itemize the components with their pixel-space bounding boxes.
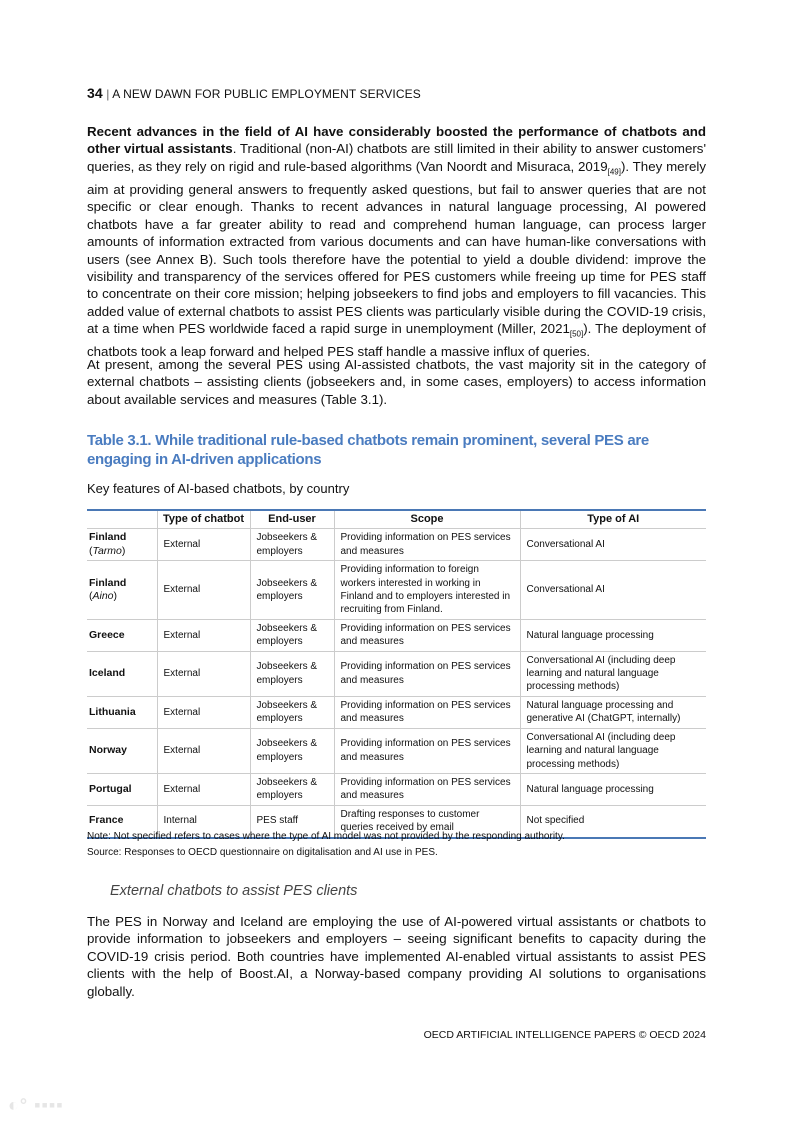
table-row bbox=[87, 561, 706, 620]
table-source: Source: Responses to OECD questionnaire on digitalisation and AI use in PES. bbox=[87, 847, 438, 858]
page-footer: OECD ARTIFICIAL INTELLIGENCE PAPERS © OECD 2024 bbox=[423, 1029, 706, 1041]
ai-type-cell: Not specified bbox=[520, 805, 706, 837]
scope-cell: Providing information on PES services and measures bbox=[334, 651, 520, 696]
reference[interactable]: [49] bbox=[607, 167, 621, 177]
type-cell: External bbox=[157, 773, 250, 805]
country-cell: Iceland bbox=[87, 651, 157, 696]
end-user-cell: PES staff bbox=[250, 805, 334, 837]
type-cell: Internal bbox=[157, 805, 250, 837]
text: ). They merely aim at providing general answers to frequently asked questions, but fail to answer queries that are not specific or clear enough. Thanks to recent advances in natural language processing, AI powered chatbots have a far greater ability to read and comprehend human language, can process larger amounts of information extracted from various documents and can have human-like conversations with users (see Annex B). Such tools therefore have the potential to yield a double dividend: improve the visibility and transparency of the services offered for PES customers while freeing up time for PES staff to concentrate on their core mission; helping jobseekers to find jobs and employers to fill vacancies. This added value of external chatbots to assist PES clients was particularly visible during the COVID-19 crisis, at a time when PES worldwide faced a rapid surge in unemployment (Miller, 2021 bbox=[87, 158, 706, 337]
table-row bbox=[87, 773, 706, 805]
table-notes bbox=[87, 829, 565, 861]
header-cell: End-user bbox=[250, 510, 334, 529]
table-row bbox=[87, 696, 706, 728]
ai-type-cell: Natural language processing bbox=[520, 619, 706, 651]
end-user-cell: Jobseekers & employers bbox=[250, 651, 334, 696]
header-cell bbox=[87, 510, 157, 529]
table-title: Table 3.1. While traditional rule-based chatbots remain prominent, several PES are engaging in AI-driven applications bbox=[87, 432, 649, 468]
end-user-cell: Jobseekers & employers bbox=[250, 529, 334, 561]
header-cell: Type of AI bbox=[520, 510, 706, 529]
type-cell: External bbox=[157, 728, 250, 773]
table-header-row bbox=[87, 510, 706, 529]
paragraph-2: At present, among the several PES using AI-assisted chatbots, the vast majority sit in the category of external chatbots – assisting clients (jobseekers and, in some cases, employers) to access information about available services and measures (Table 3.1). bbox=[87, 357, 706, 407]
type-cell: External bbox=[157, 561, 250, 620]
table-row bbox=[87, 619, 706, 651]
chatbot-alias: (Tarmo) bbox=[89, 544, 126, 557]
alias-name: Aino bbox=[92, 590, 114, 603]
type-cell: External bbox=[157, 651, 250, 696]
section-heading: External chatbots to assist PES clients bbox=[110, 883, 358, 899]
country-cell: Norway bbox=[87, 728, 157, 773]
ai-type-cell: Conversational AI bbox=[520, 561, 706, 620]
scope-cell: Providing information on PES services and measures bbox=[334, 529, 520, 561]
paragraph-1 bbox=[87, 123, 706, 361]
ai-type-cell: Conversational AI (including deep learning and natural language processing methods) bbox=[520, 728, 706, 773]
table-note: Note: Not specified refers to cases where the type of AI model was not provided by the responding authority. bbox=[87, 831, 565, 842]
header-cell: Type of chatbot bbox=[157, 510, 250, 529]
country-cell bbox=[87, 561, 157, 620]
ai-type-cell: Conversational AI (including deep learning and natural language processing methods) bbox=[520, 651, 706, 696]
country-cell: France bbox=[87, 805, 157, 837]
end-user-cell: Jobseekers & employers bbox=[250, 728, 334, 773]
type-cell: External bbox=[157, 529, 250, 561]
end-user-cell: Jobseekers & employers bbox=[250, 619, 334, 651]
running-title: A NEW DAWN FOR PUBLIC EMPLOYMENT SERVICES bbox=[112, 87, 421, 101]
text: . Traditional (non-AI) chatbots are still limited in their ability to answer customers' queries, as they rely on rigid and rule-based algorithms (Van Noordt and Misuraca, 2019 bbox=[87, 141, 706, 174]
scope-cell: Providing information on PES services and measures bbox=[334, 773, 520, 805]
country-cell: Lithuania bbox=[87, 696, 157, 728]
table-row bbox=[87, 651, 706, 696]
chatbot-table bbox=[87, 509, 706, 839]
chatbot-alias: (Aino) bbox=[89, 590, 118, 603]
scope-cell: Providing information on PES services and measures bbox=[334, 728, 520, 773]
type-cell: External bbox=[157, 696, 250, 728]
scope-cell: Providing information on PES services and measures bbox=[334, 696, 520, 728]
type-cell: External bbox=[157, 619, 250, 651]
country-cell bbox=[87, 529, 157, 561]
ai-type-cell: Natural language processing bbox=[520, 773, 706, 805]
running-header bbox=[87, 85, 421, 101]
bold-lead: Recent advances in the field of AI have considerably boosted the performance of chatbots and other virtual assistants bbox=[87, 124, 706, 157]
reference[interactable]: [50] bbox=[569, 329, 584, 339]
scope-cell: Providing information on PES services and measures bbox=[334, 619, 520, 651]
end-user-cell: Jobseekers & employers bbox=[250, 696, 334, 728]
text: ). The deployment of chatbots took a leap forward and helped PES staff handle a massive influx of queries. bbox=[87, 321, 706, 360]
watermark-logo: ◐° ▪▪▪▪ bbox=[8, 1095, 64, 1115]
table-subtitle: Key features of AI-based chatbots, by country bbox=[87, 481, 350, 496]
table-row bbox=[87, 529, 706, 561]
country-name: Finland bbox=[89, 576, 127, 589]
scope-cell: Drafting responses to customer queries received by email bbox=[334, 805, 520, 837]
header-cell: Scope bbox=[334, 510, 520, 529]
header-separator: | bbox=[106, 87, 110, 101]
ai-type-cell: Natural language processing and generative AI (ChatGPT, internally) bbox=[520, 696, 706, 728]
table-row bbox=[87, 728, 706, 773]
ai-type-cell: Conversational AI bbox=[520, 529, 706, 561]
country-cell: Portugal bbox=[87, 773, 157, 805]
alias-name: Tarmo bbox=[92, 544, 122, 557]
paragraph-3: The PES in Norway and Iceland are employing the use of AI-powered virtual assistants or chatbots to provide information to jobseekers and employers – seeing significant benefits to capacity during the COVID-19 crisis period. Both countries have implemented AI-enabled virtual assistants to assist PES clients with the help of Boost.AI, a Norway-based company providing AI solutions to organisations globally. bbox=[87, 914, 706, 999]
end-user-cell: Jobseekers & employers bbox=[250, 561, 334, 620]
country-cell: Greece bbox=[87, 619, 157, 651]
end-user-cell: Jobseekers & employers bbox=[250, 773, 334, 805]
scope-cell: Providing information to foreign workers interested in working in Finland and to employers interested in recruiting from Finland. bbox=[334, 561, 520, 620]
page-number: 34 bbox=[87, 85, 103, 101]
country-name: Finland bbox=[89, 531, 127, 544]
